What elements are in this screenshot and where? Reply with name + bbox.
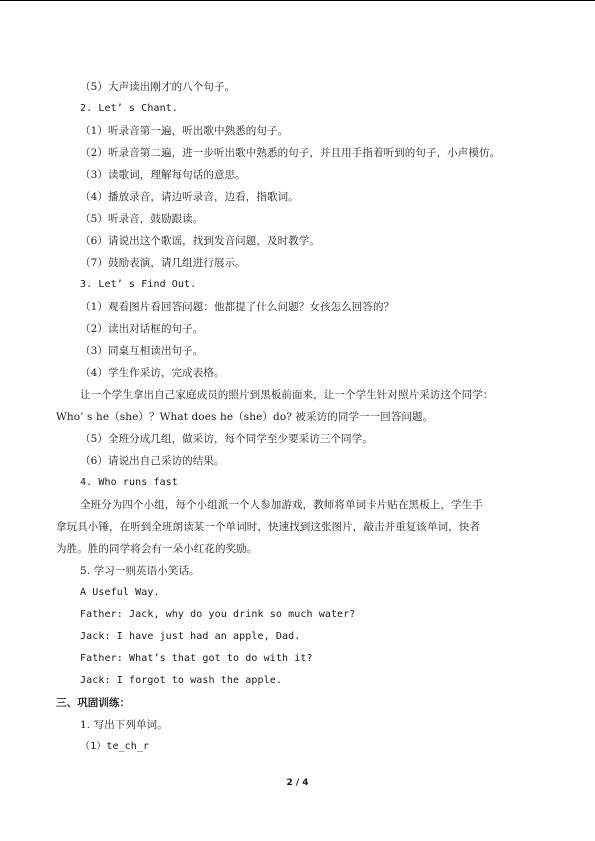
game-paragraph-line-2: 拿玩具小锤，在听到全班朗读某一个单词时，快速找到这张图片，敲击并重复该单词，快者 [56, 521, 480, 533]
joke-line-1: Father: Jack, why do you drink so much water? [80, 609, 356, 620]
interview-paragraph-line-1: 让一个学生拿出自己家庭成员的照片到黑板前面来，让一个学生针对照片采访这个同学： [80, 389, 494, 401]
heading-lets-find-out: 3. Let’ s Find Out. [80, 279, 197, 290]
chant-step-7: （7）鼓励表演，请几组进行展示。 [80, 257, 246, 269]
heading-who-runs-fast: 4. Who runs fast [80, 477, 178, 488]
find-out-step-6: （6）请说出自己采访的结果。 [80, 455, 225, 467]
heading-english-joke: 5. 学习一则英语小笑话。 [80, 565, 200, 577]
step-5-read-sentences: （5）大声读出刚才的八个句子。 [80, 81, 236, 93]
find-out-step-1: （1）观看图片看回答问题：他都提了什么问题？女孩怎么回答的？ [80, 301, 395, 313]
chant-step-3: （3）读歌词，理解每句话的意思。 [80, 169, 246, 181]
joke-line-3: Father: What’s that got to do with it? [80, 653, 313, 664]
page-indicator: 2 / 4 [286, 778, 309, 788]
section-heading-consolidation: 三、巩固训练： [56, 697, 131, 709]
chant-step-2: （2）听录音第二遍，进一步听出歌中熟悉的句子，并且用手指着听到的句子，小声模仿。 [80, 147, 501, 159]
joke-title: A Useful Way. [80, 587, 160, 598]
game-paragraph-line-3: 为胜。胜的同学将会有一朵小红花的奖励。 [56, 543, 258, 555]
exercise-1-heading: 1. 写出下列单词。 [80, 719, 168, 731]
chant-step-1: （1）听录音第一遍，听出歌中熟悉的句子。 [80, 125, 289, 137]
find-out-step-5: （5）全班分成几组，做采访，每个同学至少要采访三个同学。 [80, 433, 373, 445]
exercise-1-item-1: （1）te_ch_r [80, 741, 150, 752]
heading-lets-chant: 2. Let’ s Chant. [80, 103, 178, 114]
chant-step-6: （6）请说出这个歌谣，找到发音问题，及时教学。 [80, 235, 320, 247]
chant-step-5: （5）听录音，鼓励跟读。 [80, 213, 204, 225]
chant-step-4: （4）播放录音，请边听录音，边看，指歌词。 [80, 191, 299, 203]
interview-paragraph-line-2: Who’ s he（she）？What does he（she）do? 被采访的同学一一回答问题。 [56, 411, 434, 423]
find-out-step-3: （3）同桌互相读出句子。 [80, 345, 204, 357]
find-out-step-2: （2）读出对话框的句子。 [80, 323, 204, 335]
joke-line-4: Jack: I forgot to wash the apple. [80, 675, 282, 686]
joke-line-2: Jack: I have just had an apple, Dad. [80, 631, 301, 642]
find-out-step-4: （4）学生作采访，完成表格。 [80, 367, 225, 379]
game-paragraph-line-1: 全班分为四个小组，每个小组派一个人参加游戏，教师将单词卡片贴在黑板上，学生手 [80, 499, 483, 511]
